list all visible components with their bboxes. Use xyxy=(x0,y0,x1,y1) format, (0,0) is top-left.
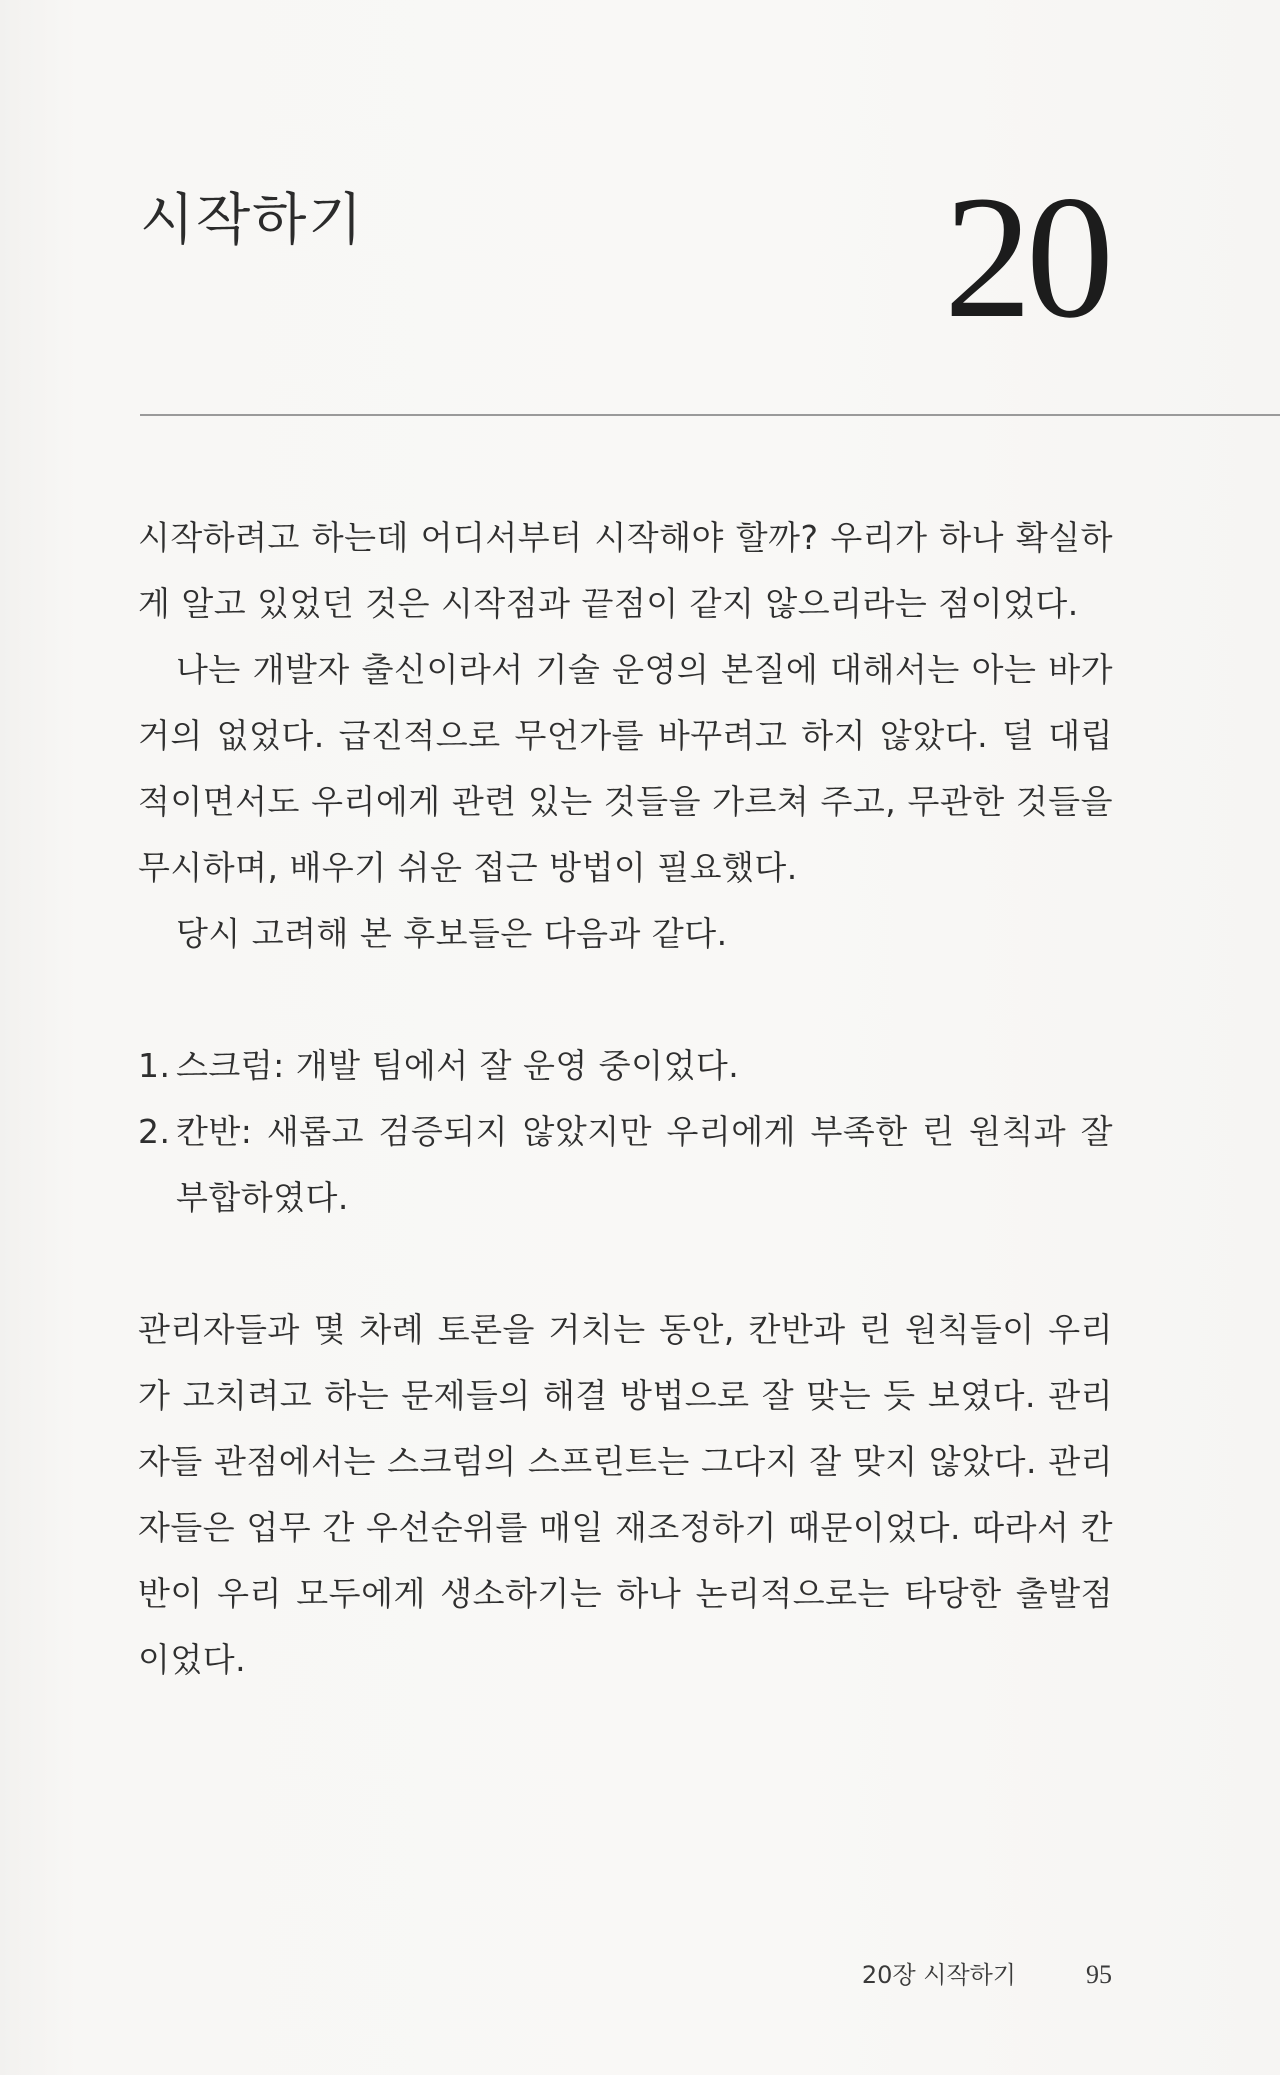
list-item-number: 1. xyxy=(138,1046,171,1085)
page-footer xyxy=(862,1955,1112,1990)
header-divider xyxy=(140,414,1280,416)
paragraph-2: 나는 개발자 출신이라서 기술 운영의 본질에 대해서는 아는 바가 거의 없었다. 급진적으로 무언가를 바꾸려고 하지 않았다. 덜 대립적이면서도 우리에게 관련 있는 것들을 가르쳐 주고, 무관한 것들을 무시하며, 배우기 쉬운 접근 방법이 필요했다. xyxy=(138,650,1113,887)
paragraph-1: 시작하려고 하는데 어디서부터 시작해야 할까? 우리가 하나 확실하게 알고 있었던 것은 시작점과 끝점이 같지 않으리라는 점이었다. xyxy=(138,518,1113,623)
paragraph-4: 관리자들과 몇 차례 토론을 거치는 동안, 칸반과 린 원칙들이 우리가 고치려고 하는 문제들의 해결 방법으로 잘 맞는 듯 보였다. 관리자들 관점에서는 스크럼의 스프린트는 그다지 잘 맞지 않았다. 관리자들은 업무 간 우선순위를 매일 재조정하기 때문이었다. 따라서 칸반이 우리 모두에게 생소하기는 하나 논리적으로는 타당한 출발점이었다. xyxy=(138,1310,1113,1679)
list-item-text: 스크럼: 개발 팀에서 잘 운영 중이었다. xyxy=(176,1046,740,1085)
chapter-number: 20 xyxy=(944,160,1108,355)
candidate-list xyxy=(138,1033,1113,1231)
running-head: 20장 시작하기 xyxy=(861,1961,1016,1989)
list-item-number: 2. xyxy=(138,1112,171,1151)
paragraph-3: 당시 고려해 본 후보들은 다음과 같다. xyxy=(176,914,728,953)
chapter-body xyxy=(138,505,1113,1693)
list-item xyxy=(138,1099,1113,1231)
list-item xyxy=(138,1033,1113,1099)
spacer xyxy=(138,1231,1113,1297)
list-item-text: 칸반: 새롭고 검증되지 않았지만 우리에게 부족한 린 원칙과 잘 부합하였다. xyxy=(176,1112,1113,1217)
page-number: 95 xyxy=(1086,1960,1112,1989)
spacer xyxy=(138,967,1113,1033)
chapter-title: 시작하기 xyxy=(140,188,365,253)
